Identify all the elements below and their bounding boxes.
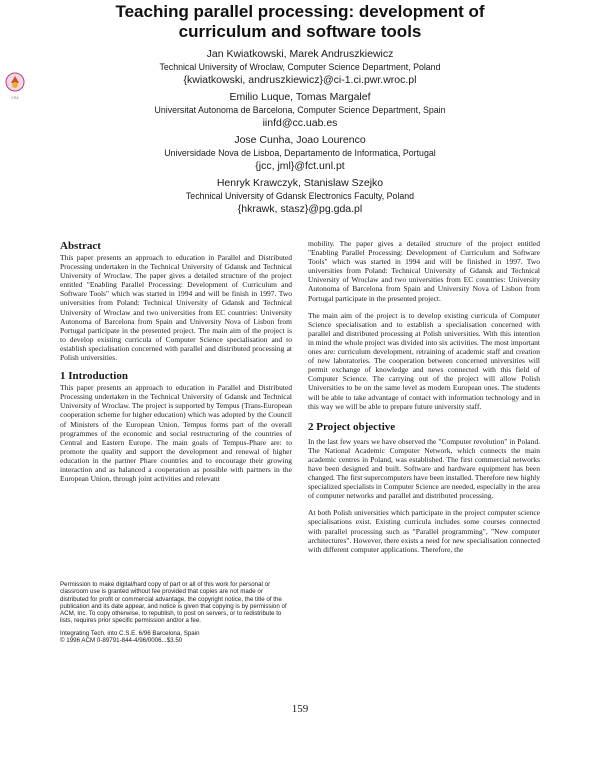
left-column xyxy=(60,240,292,483)
permission-text: Permission to make digital/hard copy of part or all of this work for personal or classroom use is granted without fee provided that copies are not made or distributed for profit or commercial advantage, the copyright notice, the title of the publication and its date appear, and notice is given that copying is by permission of ACM, Inc. To copy otherwise, to republish, to post on servers, or to redistribute to lists, requires prior specific permission and/or a fee. xyxy=(60,581,287,625)
logo-emblem-icon xyxy=(4,70,26,96)
author-affiliation: Universitat Autonoma de Barcelona, Computer Science Department, Spain xyxy=(154,105,446,115)
abstract-text: This paper presents an approach to education in Parallel and Distributed Processing undertaken in the Technical University of Gdansk and Technical University of Wroclaw. The paper gives a detailed structure of the project entitled "Enabling Parallel Processing: Development of Curriculum and Software Tools" which was started in 1994 and will be finish in 1997. Two universities from Poland: Technical University of Gdansk and Technical University of Wroclaw and two universities from EC countries: University Autonoma of Barcelona from Spain and University Nova of Lisbon from Portugal participate in the presented project. The main aim of the project is to develop existing curricula of Computer Science specialisation and to establish specialisation concerned with parallel and distributed processing at Polish universities. xyxy=(60,253,292,363)
body-paragraph: The main aim of the project is to develop existing curricula of Computer Science specialisation and to establish a specialisation concerned with parallel and distributed processing at Polish universities. With this intention in mind the whole project was divided into six activities. The most important ones are: curriculum development, retraining of academic staff and creation of new laboratories. The cooperation between concerned universities will permit exchange of knowledge and news connected with this field of Computer Science. The carrying out of the project will allow Polish Universities to be on the same level as modern European ones. The students will be able to take advantage of contact with information technology and in this way we will be able to prepare future university staff. xyxy=(308,310,540,411)
paper-title: Teaching parallel processing: development of curriculum and software tools xyxy=(115,2,485,41)
author-names: Jose Cunha, Joao Lourenco xyxy=(234,134,366,146)
author-names: Jan Kwiatkowski, Marek Andruszkiewicz xyxy=(206,48,394,60)
introduction-text: This paper presents an approach to education in Parallel and Distributed Processing undertaken in the Technical University of Gdansk and Technical University of Wroclaw. The project is supported by Tempus (Trans-European cooperation scheme for higher education) which was adopted by the Council of Ministers of the European Union. Tempus forms part of the overall programmes of the economic and social restructuring of the countries of Central and Eastern Europe. The main goals of Tempus-Phare are: to promote the quality and support the development and renewal of higher education in the partner Phare countries and to encourage their growing interaction and as balanced a cooperation as possible with partners in the European Union, through joint activities and relevant xyxy=(60,383,292,484)
author-email: {kwiatkowski, andruszkiewicz}@ci-1.ci.pwr.wroc.pl xyxy=(183,74,417,86)
project-objective-heading: 2 Project objective xyxy=(308,420,396,433)
author-affiliation: Universidade Nova de Lisboa, Departamento de Informatica, Portugal xyxy=(164,148,436,158)
body-paragraph: mobility. The paper gives a detailed structure of the project entitled "Enabling Parallel Processing: Development of Curriculum and Software Tools" which was started in 1994 and will be finished in 1997. Two universities from Poland: Technical University of Gdansk and Technical University of Wroclaw and two universities from EC countries: University Autonoma of Barcelona from Spain and University Nova of Lisbon from Portugal participate in the presented project. xyxy=(308,239,540,303)
conference-logo xyxy=(4,70,26,108)
logo-text: CRA xyxy=(11,96,19,100)
page-number: 159 xyxy=(291,703,309,715)
body-paragraph: In the last few years we have observed the "Computer revolution" in Poland. The National Academic Computer Network, which connects the main academic centres in Poland, was established. The first commercial networks have been designed and built. Software and hardware equipment has been changed. The first supercomputers have been installed. Therefore new highly specialized specialists in Computer Science are needed, especially in the area of computer networks and parallel and distributed processing. xyxy=(308,436,540,501)
author-email: iinfd@cc.uab.es xyxy=(262,117,338,129)
body-paragraph: At both Polish universities which participate in the project computer science specialisations exist. Existing curricula includes some courses connected with parallel processing such as "Parallel programming", "New computer architectures". However, there exists a need for new specialisation connected with different computer applications. Therefore, the xyxy=(308,508,540,554)
right-column xyxy=(308,239,540,554)
isbn-text: © 1996 ACM 0-89791-844-4/96/0006...$3.50 xyxy=(60,637,183,645)
author-email: {jcc, jml}@fct.unl.pt xyxy=(255,160,345,172)
abstract-heading: Abstract xyxy=(60,240,101,252)
copyright-notice xyxy=(60,581,292,644)
author-block xyxy=(60,47,540,216)
author-affiliation: Technical University of Wroclaw, Computer Science Department, Poland xyxy=(159,62,441,72)
author-email: {hkrawk, stasz}@pg.gda.pl xyxy=(237,203,363,215)
introduction-heading: 1 Introduction xyxy=(60,370,128,383)
author-affiliation: Technical University of Gdansk Electronics Faculty, Poland xyxy=(185,191,415,201)
author-names: Henryk Krawczyk, Stanislaw Szejko xyxy=(216,177,384,189)
author-names: Emilio Luque, Tomas Margalef xyxy=(229,91,371,103)
venue-text: Integrating Tech. into C.S.E. 6/96 Barcelona, Spain xyxy=(60,629,200,637)
